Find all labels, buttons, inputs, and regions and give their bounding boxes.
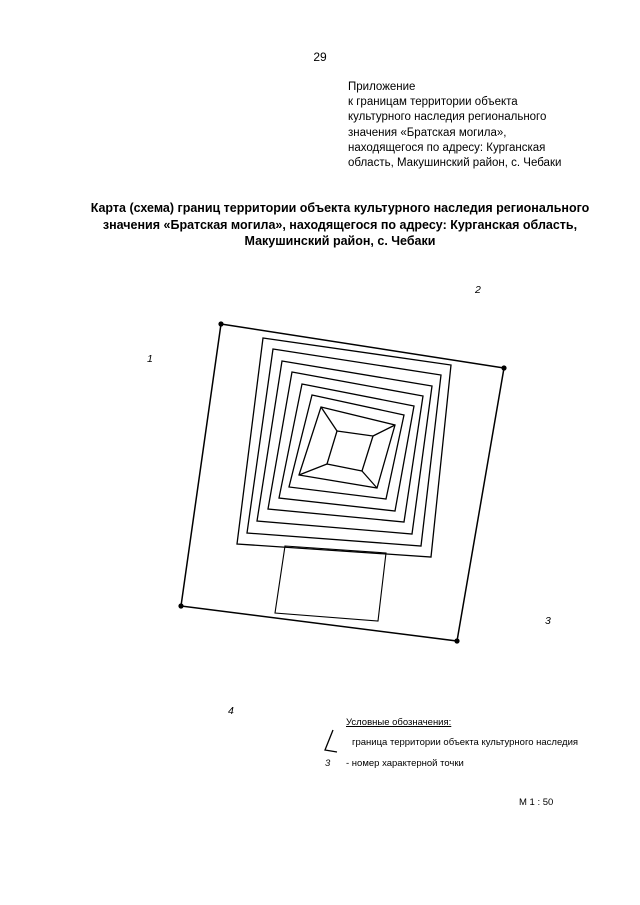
pyramid-base <box>299 407 395 488</box>
boundary-legend-sample <box>325 730 337 752</box>
boundary-point-2 <box>501 365 506 370</box>
appendix-line: значения «Братская могила», <box>348 126 507 139</box>
legend-boundary-label: граница территории объекта культурного наследия <box>352 737 579 748</box>
legend-title: Условные обозначения: <box>346 717 452 728</box>
appendix-line: культурного наследия регионального <box>348 111 547 124</box>
map-title-line: Макушинский район, с. Чебаки <box>244 234 436 248</box>
point-label-4: 4 <box>228 705 234 717</box>
appendix-line: Приложение <box>348 81 416 93</box>
appendix-line: к границам территории объекта <box>348 96 518 109</box>
pyramid-top <box>327 431 373 471</box>
boundary-point-4 <box>178 603 183 608</box>
pyramid-edge <box>299 464 327 475</box>
legend-point-label: - номер характерной точки <box>346 758 464 769</box>
map-title-line: значения «Братская могила», находящегося по адресу: Курганская область, <box>102 217 578 232</box>
legend-point-sample: 3 <box>325 758 331 769</box>
point-label-1: 1 <box>147 353 153 365</box>
boundary-point-1 <box>218 321 223 326</box>
scale-label: М 1 : 50 <box>519 797 554 808</box>
entrance-path <box>275 546 386 621</box>
point-label-2: 2 <box>475 284 481 296</box>
memorial-frames <box>237 338 451 557</box>
boundary-point-3 <box>454 638 459 643</box>
page-number: 29 <box>313 50 327 64</box>
map-title-line: Карта (схема) границ территории объекта культурного наследия регионального <box>90 201 590 215</box>
appendix-line: находящегося по адресу: Курганская <box>348 141 546 154</box>
appendix-line: область, Макушинский район, с. Чебаки <box>348 157 562 170</box>
point-label-3: 3 <box>545 615 551 627</box>
